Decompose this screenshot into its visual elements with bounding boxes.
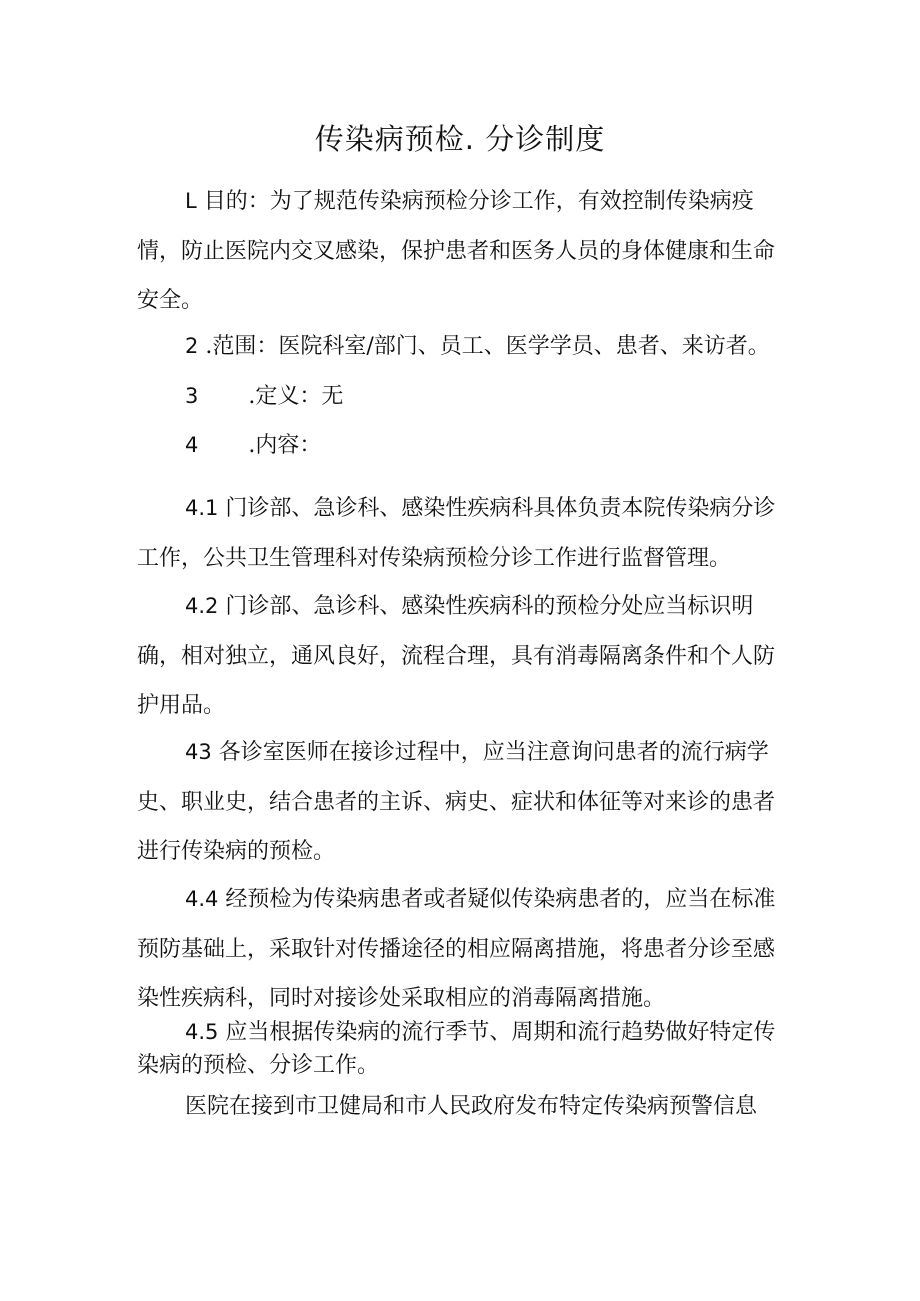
paragraph-4-5: [137, 1016, 792, 1082]
paragraph-4-4: [137, 875, 792, 1024]
paragraph-number: 4.5: [185, 1020, 219, 1044]
paragraph-number: 4.2: [185, 594, 219, 618]
paragraph-text: 门诊部、急诊科、感染性疾病科的预检分处应当标识明确，相对独立，通风良好，流程合理，具有消毒隔离条件和个人防护用品。: [137, 594, 776, 718]
section-number: L: [185, 189, 197, 213]
document-title: 传染病预检. 分诊制度: [314, 122, 606, 156]
section-purpose: [137, 177, 792, 326]
paragraph-number: 4.1: [185, 496, 219, 520]
paragraph-number: 43: [185, 740, 212, 764]
paragraph-text: 应当根据传染病的流行季节、周期和流行趋势做好特定传染病的预检、分诊工作。: [137, 1020, 776, 1078]
section-definition: [137, 372, 792, 422]
section-number: 4: [185, 433, 199, 457]
paragraph-4-2: [137, 582, 792, 731]
paragraph-warning: [137, 1082, 792, 1132]
section-text: .范围：医院科室/部门、员工、医学学员、患者、来访者。: [198, 334, 770, 359]
section-content: [137, 421, 792, 471]
paragraph-text: 经预检为传染病患者或者疑似传染病患者的，应当在标准预防基础上，采取针对传播途径的相应隔离措施，将患者分诊至感染性疾病科，同时对接诊处采取相应的消毒隔离措施。: [137, 887, 776, 1011]
paragraph-text: 医院在接到市卫健局和市人民政府发布特定传染病预警信息: [185, 1094, 758, 1119]
section-scope: [137, 322, 837, 372]
section-text: .内容：: [248, 433, 322, 458]
paragraph-number: 4.4: [185, 887, 219, 911]
paragraph-text: 门诊部、急诊科、感染性疾病科具体负责本院传染病分诊工作，公共卫生管理科对传染病预检分诊工作进行监督管理。: [137, 496, 776, 571]
section-number: 3: [185, 384, 199, 408]
paragraph-4-3: [137, 728, 792, 877]
paragraph-text: 各诊室医师在接诊过程中，应当注意询问患者的流行病学史、职业史，结合患者的主诉、病史、症状和体征等对来诊的患者进行传染病的预检。: [137, 740, 776, 864]
section-text: .定义：无: [248, 384, 344, 409]
paragraph-4-1: [137, 484, 792, 583]
section-text: 目的：为了规范传染病预检分诊工作，有效控制传染病疫情，防止医院内交叉感染，保护患者和医务人员的身体健康和生命安全。: [137, 189, 776, 313]
section-number: 2: [185, 334, 199, 358]
